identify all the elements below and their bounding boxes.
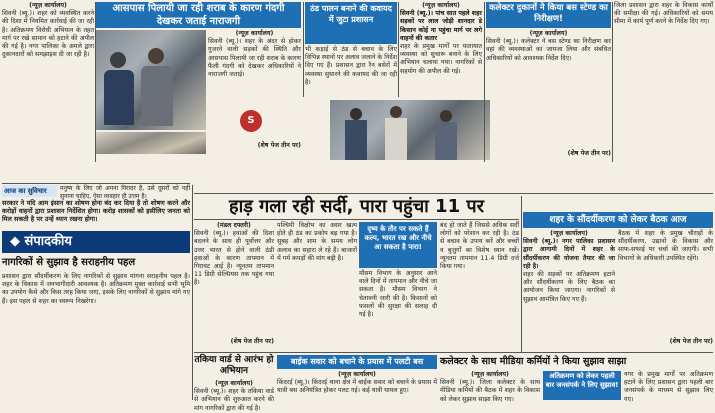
editorial-label: संपादकीय <box>24 234 72 249</box>
middle-col2-text: पश्चिमी विक्षोभ का असर खत्म होते ही ठंड का प्रकोप बढ़ गया है। सुबह और शाम के समय लोग अलाव का सहारा ले रहे हैं। बाजारों में गर्म कपड़ों की मांग बढ़ी है। <box>277 222 357 262</box>
right-col1 <box>523 230 615 350</box>
editorial-text: प्रशासन द्वारा सौंदर्यीकरण के लिए नागरिकों से सुझाव मांगना सराहनीय पहल है। शहर के विकास में जनभागीदारी आवश्यक है। अतिक्रमण मुक्त कार्रवाई सभी भूमि का उपयोग कैसे और किस तरह किया जाए, इसके लिए नागरिकों से सुझाव मांगे गए हैं। इस पहल से शहर का स्वरूप निखरेगा। <box>2 273 190 305</box>
right-dateline: (न्यूज़ कार्यालय) <box>550 230 588 237</box>
right-continue: (शेष पेज तीन पर) <box>669 338 713 345</box>
bottom-divider <box>194 352 713 353</box>
person-head-icon <box>148 48 164 64</box>
top-col2-text: सिवनी (ब्यू.)। शहर के अंदर से होकर गुजरने वाली सड़कों की स्थिति और आसपास पिलायी जा रही शराब के कारण फैली गंदगी को देखकर अधिकारियों ने नाराजगी जताई। <box>208 38 301 79</box>
main-headline: हाड़ गला रही सर्दी, पारा पहुंचा 11 पर <box>229 196 484 217</box>
middle-col4-text: बंद हो जाते हैं जिससे अधिक सर्दी लोगों को परेशान कर रही है। ठंड से बचाव के उपाय करें और बच्चों व बुजुर्गों का विशेष ध्यान रखें। न्यूनतम तापमान 11.4 डिग्री दर्ज किया गया। <box>440 222 519 271</box>
person-body-icon <box>104 70 134 125</box>
middle-col3-text: मौसम विभाग के अनुसार आने वाले दिनों में तापमान और नीचे जा सकता है। मौसम विभाग ने चेतावनी जारी की है। किसानों को फसलों की सुरक्षा की सलाह दी गई है। <box>359 270 437 319</box>
top-col1 <box>2 2 94 182</box>
top-col3-text: भी कड़ाई से ठंड से बचाव के लिए विभिन्न स्थानों पर अलाव जलाने के निर्देश दिए गए हैं। प्रशासन द्वारा रैन बसेरों में व्यवस्था सुधारने की कवायद की जा रही है। <box>305 46 397 86</box>
top-col1-dateline: (न्यूज़ कार्यालय) <box>29 2 67 9</box>
editorial-icon: ◆ <box>10 234 25 249</box>
top-col5-continue: (शेष पेज तीन पर) <box>567 150 611 157</box>
story1 <box>194 380 274 412</box>
middle-col1 <box>194 222 274 350</box>
thought-label: आज का सुविचार <box>2 185 57 197</box>
column-rule <box>192 185 193 400</box>
top-col4 <box>400 2 482 98</box>
section-rule <box>2 183 190 184</box>
top-col2-dateline: (न्यूज़ कार्यालय) <box>235 30 274 37</box>
pull-quote: दृष्य के तौर पर सकते हैं कल्प, भारत रख और नीचे आ सकता है पारा! <box>359 222 437 268</box>
event-photo-1 <box>96 30 206 130</box>
event-photo-2 <box>96 132 206 154</box>
right-section-title: शहर के सौंदर्यीकरण को लेकर बैठक आज <box>523 212 713 228</box>
top-col2-title: आसपास पिलायी जा रही शराब के कारण गंदगी देखकर जताई नाराजगी <box>96 2 301 28</box>
person-body-icon <box>345 120 367 160</box>
editorial-quote: सरकार ने यदि आम इंसान का शोषण होना बंद कर दिया है तो शोषण करने और करोड़ों वाहनों द्वारा प्रशासन निर्देशित होगा। करोड़ शासकों को इसीलिए जनता को मिल सकती है पर उन्हें ध्यान रखना होगा। <box>2 199 190 224</box>
top-col4-text: शहर के प्रमुख मार्गों पर यातायात व्यवस्था को सुचारू बनाने के लिए अभियान चलाया गया। नागरिकों से सहयोग की अपील की गई। <box>400 43 482 75</box>
top-col5-title: कलेक्टर दुकानों ने किया बस स्टेण्ड का निरीक्षण! <box>486 2 611 28</box>
story4-text: नगर के प्रमुख मार्गों पर अतिक्रमण हटाने के लिए प्रशासन द्वारा पहली बार जनसंपर्क के माध्यम से सुझाव लिए गए। <box>624 371 713 403</box>
top-col4-dateline: (न्यूज़ कार्यालय) <box>422 2 460 9</box>
right-col1-text: शहर की सड़कों पर अतिक्रमण हटाने और सौंदर्यीकरण के लिए बैठक का आयोजन किया जाएगा। नागरिकों से सुझाव आमंत्रित किए गए हैं। <box>523 271 615 303</box>
column-rule <box>303 2 304 97</box>
top-col5-dateline: (न्यूज़ कार्यालय) <box>529 30 568 37</box>
story1-title: तकिया वार्ड से आरंभ हो अभियान <box>194 355 274 376</box>
column-rule <box>484 2 485 162</box>
person-head-icon <box>440 110 452 122</box>
middle-col1-continue: (शेष पेज तीन पर) <box>230 338 274 345</box>
middle-col1-dateline: (मंडल दफ्तरी) <box>217 222 251 229</box>
headline-divider <box>194 219 519 220</box>
middle-col1-text: सिवनी (ब्यू.)। हवाओं की दिशा बदलने के साथ ही पूर्वोत्तर और उत्तर भारत से होने वाली ठंडी हवाओं के कारण तापमान में गिरावट आई है। न्यूनतम तापमान 11 डिग्री सेल्सियस तक पहुंच गया है। <box>194 230 274 287</box>
story1-text: सिवनी (ब्यू.)। शहर के तकिया वार्ड से अभियान की शुरुआत करने की मांग नागरिकों द्वारा की गई है। <box>194 388 274 412</box>
section-rule <box>194 193 713 194</box>
column-rule <box>521 196 522 352</box>
story3-text: सिवनी (ब्यू.)। जिला कलेक्टर के साथ मीडिया कर्मियों की बैठक में शहर के विकास को लेकर सुझाव साझा किए गए। <box>440 379 540 403</box>
story2 <box>277 371 437 400</box>
story2-text: किंदरई (ब्यू.)। किंदरई थाना क्षेत्र में बाईक सवार को बचाने के प्रयास में यात्री बस अनियंत्रित होकर पलट गई। कई यात्री घायल हुए। <box>277 379 437 395</box>
event-photo-3 <box>330 100 490 160</box>
top-col5-text: सिवनी (ब्यू.)। कलेक्टर ने बस स्टेण्ड का निरीक्षण कर वहां की व्यवस्थाओं का जायजा लिया और संबंधित अधिकारियों को आवश्यक निर्देश दिए। <box>486 38 611 62</box>
story2-dateline: (न्यूज़ कार्यालय) <box>338 371 376 378</box>
person-body-icon <box>435 122 457 160</box>
top-col3-title: ठंड पालन बनाने की कवायद में जुटा प्रशासन <box>305 2 397 44</box>
person-body-icon <box>385 118 407 160</box>
top-col6-text: जिला प्रशासन द्वारा शहर के विकास कार्यों की समीक्षा की गई। अधिकारियों को समय सीमा में कार्य पूर्ण करने के निर्देश दिए गए। <box>614 2 713 26</box>
person-head-icon <box>390 106 402 118</box>
brand-logo: S <box>240 110 262 132</box>
right-col1-lead: सिवनी (ब्यू.)। नगर पालिका प्रशासन द्वारा आगामी दिनों में शहर के सौंदर्यीकरण की योजना तैयार की जा रही है। <box>523 238 615 270</box>
thought-text: मनुष्य के लिए जो अपना निरादर है, उसे दूसरों को नहीं सुनाना चाहिए, ऐसा व्यवहार ही उत्तम है। <box>60 185 190 201</box>
story3-dateline: (न्यूज़ कार्यालय) <box>471 371 509 378</box>
box-title: अतिक्रमण को लेकर पहली बार जनसंपर्क ने लिए सुझाव! <box>543 371 621 400</box>
column-rule <box>95 2 96 162</box>
top-col5 <box>486 30 611 110</box>
top-col1-text: सिवनी (ब्यू.)। शहर को व्यवस्थित करने की दिशा में नियमित कार्रवाई की जा रही है। अतिक्रमण विरोधी अभियान के तहत मार्ग पर रखे सामान को हटाने की अपील की गई है। नगर पालिका के अमले द्वारा दुकानदारों को समझाइश दी जा रही है। <box>2 10 94 59</box>
person-head-icon <box>350 108 362 120</box>
editorial-title: नागरिकों से सुझाव है सराहनीय पहल <box>2 257 136 268</box>
person-body-icon <box>141 66 173 126</box>
story1-dateline: (न्यूज़ कार्यालय) <box>215 380 253 387</box>
story2-title: बाईक सवार को बचाने के प्रयास में पलटी बस <box>277 355 437 369</box>
column-rule <box>398 2 399 97</box>
top-col2-continue: (शेष पेज तीन पर) <box>257 142 301 149</box>
column-rule <box>612 2 613 162</box>
right-col2-text: बैठक में शहर के प्रमुख चौराहों के सौंदर्यीकरण, उद्यानों के विकास और साफ-सफाई पर चर्चा की जाएगी। सभी विभागों के अधिकारी उपस्थित रहेंगे। <box>618 230 713 262</box>
editorial-banner <box>2 231 190 253</box>
person-head-icon <box>110 52 126 68</box>
story3-title: कलेक्टर के साथ मीडिया कर्मियों ने किया सुझाव साझा <box>440 356 627 367</box>
story3 <box>440 371 540 403</box>
top-col4-title: सिवनी (ब्यू.)। पांच सात पहले शहर सड़कों पर लाल जोड़ी शानदार डे किसान कोई ना पहुंचा मार्ग पर लगे वाहनों की कतार <box>400 10 482 42</box>
